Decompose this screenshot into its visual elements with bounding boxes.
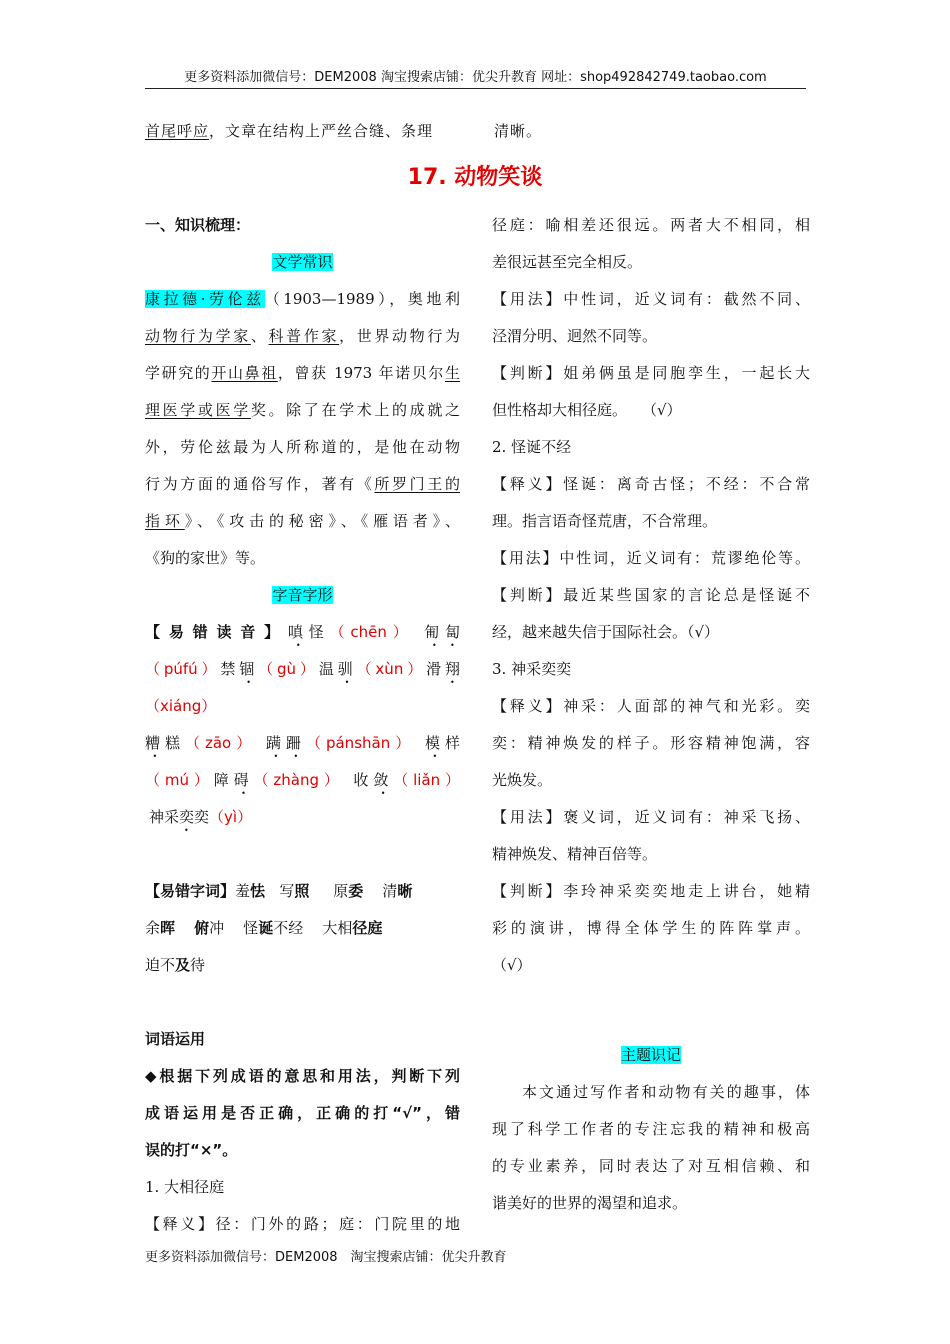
author-name: 康拉德·劳伦兹 — [145, 290, 265, 308]
right-line: 【用法】中性词，近义词有：荒谬绝伦等。 — [492, 549, 810, 567]
right-line: 但性格却大相径庭。 （√） — [492, 401, 682, 419]
right-line: 【判断】李玲神采奕奕地走上讲台，她精 — [492, 882, 810, 900]
right-line: 经，越来越失信于国际社会。（√） — [492, 623, 720, 641]
bio-line-6: 行为方面的通俗写作，著有《所罗门王的 — [145, 475, 460, 493]
right-line: 径庭：喻相差还很远。两者大不相同，相 — [492, 216, 810, 234]
right-line: 【用法】中性词，近义词有：截然不同、 — [492, 290, 810, 308]
right-line: 彩的演讲，博得全体学生的阵阵掌声。 — [492, 919, 810, 937]
right-line: 【判断】姐弟俩虽是同胞孪生，一起长大 — [492, 364, 810, 382]
question-line-1: ◆根据下列成语的意思和用法，判断下列 — [145, 1067, 460, 1085]
spacer — [492, 984, 810, 1021]
item-1-title: 1. 大相径庭 — [145, 1178, 225, 1196]
bio-line-4: 理医学或医学奖。除了在学术上的成就之 — [145, 401, 460, 419]
spacer — [145, 984, 460, 1021]
label-theme: 主题识记 — [620, 1046, 681, 1064]
lesson-title: 17. 动物笑谈 — [407, 165, 543, 190]
theme-line-3: 的专业素养，同时表达了对互相信赖、和 — [492, 1157, 810, 1175]
bio-line-3: 学研究的开山鼻祖，曾获 1973 年诺贝尔生 — [145, 364, 460, 382]
top-line-text: ，文章在结构上严丝合缝、条理 — [209, 122, 434, 140]
pron-row-1: 【易错读音】嗔怪（chēn） 匍匐 — [145, 623, 460, 641]
spacer — [492, 1021, 810, 1037]
right-line: 【判断】最近某些国家的言论总是怪诞不 — [492, 586, 810, 604]
bio-line-8: 《狗的家世》等。 — [145, 549, 266, 567]
bio-line-2: 动物行为学家、科普作家，世界动物行为 — [145, 327, 460, 345]
right-line: 精神焕发、精神百倍等。 — [492, 845, 658, 863]
top-line-end: 清晰。 — [494, 122, 543, 140]
wrong-words-row-2: 余晖 俯冲 怪诞不经 大相径庭 — [145, 919, 383, 937]
pron-row-5: （mú）障碍（zhàng） 收敛（liǎn） — [145, 771, 460, 789]
label-pronunciation: 字音字形 — [272, 586, 333, 604]
wrong-words-row-1: 【易错字词】羞怯 写照 原委 清晰 — [145, 882, 413, 900]
header-divider — [145, 88, 806, 89]
right-line: 【用法】褒义词，近义词有：神采飞扬、 — [492, 808, 810, 826]
theme-line-2: 现了科学工作者的专注忘我的精神和极高 — [492, 1120, 810, 1138]
top-line-underlined: 首尾呼应 — [145, 122, 210, 140]
bio-line-7: 指环》、《攻击的秘密》、《雁语者》、 — [145, 512, 460, 530]
right-line: 泾渭分明、迥然不同等。 — [492, 327, 658, 345]
spacer — [145, 836, 460, 873]
theme-line-4: 谐美好的世界的渴望和追求。 — [492, 1194, 688, 1212]
item-3-title: 3. 神采奕奕 — [492, 660, 572, 678]
item-1-meaning: 【释义】径：门外的路；庭：门院里的地 — [145, 1215, 460, 1233]
pron-row-6: 神采奕奕（yì） — [149, 808, 253, 826]
word-usage-heading: 词语运用 — [145, 1030, 206, 1048]
theme-line-1: 本文通过写作者和动物有关的趣事，体 — [522, 1083, 810, 1101]
right-line: 差很远甚至完全相反。 — [492, 253, 643, 271]
top-continuation-line — [145, 120, 433, 141]
right-line: 理。指言语奇怪荒唐，不合常理。 — [492, 512, 718, 530]
pron-row-3: （xiáng） — [145, 697, 217, 715]
pron-row-2: （púfú）禁锢（gù）温驯（xùn）滑翔 — [145, 660, 460, 678]
right-line: 【释义】神采：人面部的神气和光彩。奕 — [492, 697, 810, 715]
page-header: 更多资料添加微信号：DEM2008 淘宝搜索店铺：优尖升教育 网址：shop492842749.taobao.com — [184, 70, 767, 85]
section-heading: 一、知识梳理： — [145, 216, 251, 234]
right-column — [492, 207, 810, 1222]
right-line: 【释义】怪诞：离奇古怪；不经：不合常 — [492, 475, 810, 493]
wrong-words-row-3: 迫不及待 — [145, 956, 206, 974]
bio-line-1: 康拉德·劳伦兹（1903—1989），奥地利 — [145, 290, 460, 308]
question-line-2: 成语运用是否正确，正确的打“√”，错 — [145, 1104, 460, 1122]
pron-row-4: 糟糕（zāo） 蹒跚（pánshān） 模样 — [145, 734, 460, 752]
page-footer: 更多资料添加微信号：DEM2008 淘宝搜索店铺：优尖升教育 — [145, 1250, 507, 1265]
label-literature: 文学常识 — [272, 253, 333, 271]
item-2-title: 2. 怪诞不经 — [492, 438, 572, 456]
right-line: （√） — [492, 956, 532, 974]
right-line: 奕：精神焕发的样子。形容精神饱满，容 — [492, 734, 810, 752]
question-line-3: 误的打“×”。 — [145, 1141, 238, 1159]
right-line: 光焕发。 — [492, 771, 553, 789]
bio-line-5: 外，劳伦兹最为人所称道的，是他在动物 — [145, 438, 460, 456]
left-column — [145, 207, 460, 1243]
